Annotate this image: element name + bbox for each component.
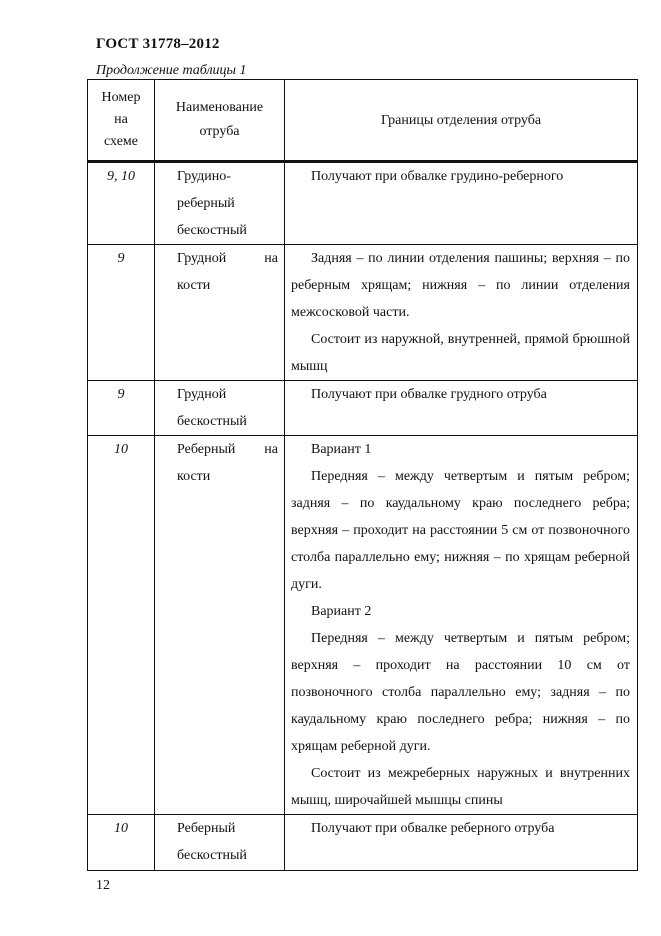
table-row (88, 815, 638, 871)
table-row (88, 381, 638, 436)
table-header-row (88, 80, 638, 162)
column-header-number-line: Номер (101, 90, 141, 105)
column-header-number-line: на (114, 112, 128, 127)
table-row (88, 162, 638, 245)
cell-boundaries (285, 162, 638, 245)
cell-boundaries (285, 245, 638, 381)
cell-name (155, 815, 285, 871)
boundary-paragraph: Получают при обвалке реберного отруба (311, 821, 555, 836)
boundary-paragraph: Задняя – по линии отделения пашины; верхняя – по реберным хрящам; нижняя – по линии отделения межсосковой части. (291, 251, 630, 320)
column-header-number (88, 80, 155, 162)
cell-name (155, 245, 285, 381)
boundary-paragraph: Получают при обвалке грудного отруба (311, 387, 547, 402)
cut-name: Грудной бескостный (177, 387, 247, 429)
table-row (88, 436, 638, 815)
variant-heading: Вариант 1 (311, 442, 372, 457)
table-row (88, 245, 638, 381)
cut-name: Реберный на кости (177, 442, 278, 484)
column-header-number-line: схеме (104, 134, 138, 149)
cell-name (155, 162, 285, 245)
boundary-paragraph: Состоит из наружной, внутренней, прямой брюшной мышц (291, 332, 630, 374)
cell-number: 9 (88, 381, 155, 436)
document-code: ГОСТ 31778–2012 (96, 36, 220, 52)
cell-number: 10 (88, 815, 155, 871)
cuts-table-container (87, 79, 637, 871)
boundary-paragraph: Передняя – между четвертым и пятым ребром; задняя – по каудальному краю последнего ребра; верхняя – проходит на расстоянии 5 см от позвоночного столба параллельно ему; нижняя – по хрящам реберной дуги. (291, 469, 630, 592)
cell-name (155, 436, 285, 815)
boundary-paragraph: Передняя – между четвертым и пятым ребром; верхняя – проходит на расстоянии 10 см от позвоночного столба параллельно ему; задняя – по каудальному краю последнего ребра; нижняя – по хрящам реберной дуги. (291, 631, 630, 754)
variant-heading: Вариант 2 (311, 604, 372, 619)
cut-name: Грудной на кости (177, 251, 278, 293)
cut-name: Реберный бескостный (177, 821, 247, 863)
cell-number: 9 (88, 245, 155, 381)
cut-name: Грудино-реберный бескостный (177, 169, 247, 238)
cell-boundaries (285, 815, 638, 871)
column-header-name-line: отруба (199, 124, 240, 139)
cell-boundaries (285, 381, 638, 436)
table-caption: Продолжение таблицы 1 (96, 63, 247, 78)
boundary-paragraph: Состоит из межреберных наружных и внутренних мышц, широчайшей мышцы спины (291, 766, 630, 808)
cuts-table (87, 79, 638, 871)
cell-boundaries (285, 436, 638, 815)
column-header-name-line: Наименование (175, 100, 264, 115)
page-number: 12 (96, 878, 110, 893)
boundary-paragraph: Получают при обвалке грудино-реберного (311, 169, 564, 184)
column-header-boundaries: Границы отделения отруба (285, 80, 638, 162)
column-header-name (155, 80, 285, 162)
cell-number: 10 (88, 436, 155, 815)
cell-number: 9, 10 (88, 162, 155, 245)
cell-name (155, 381, 285, 436)
